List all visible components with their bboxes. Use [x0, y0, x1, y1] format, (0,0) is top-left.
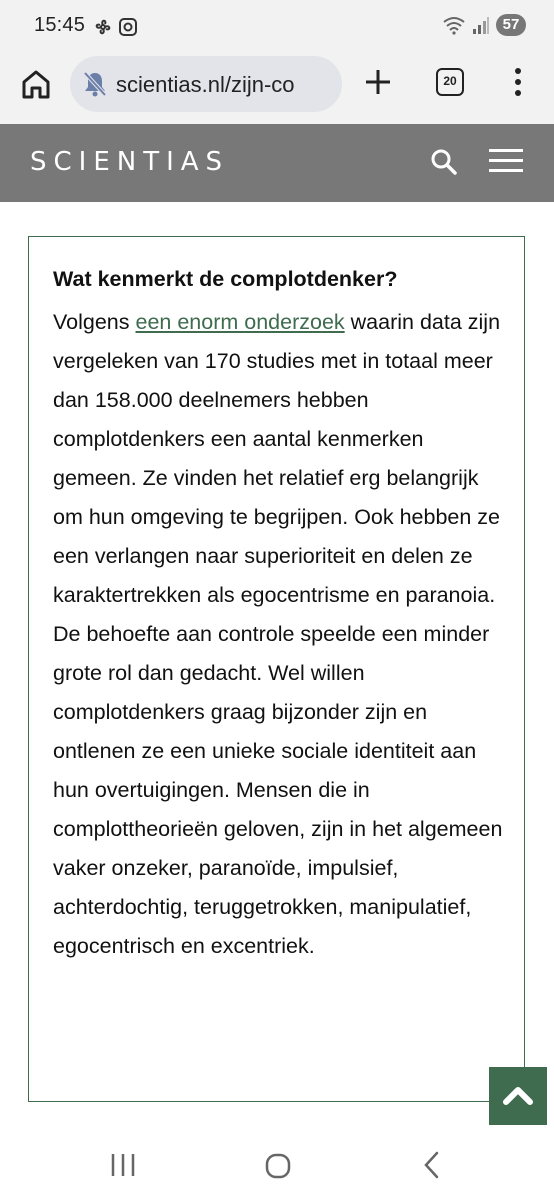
article-intro: Volgens: [53, 310, 130, 334]
site-header: [0, 124, 554, 202]
article-callout-box: [28, 236, 525, 1102]
site-logo[interactable]: SCIENTIAS: [30, 147, 230, 177]
url-bar[interactable]: [70, 56, 342, 112]
system-home-button[interactable]: [264, 1152, 292, 1180]
wifi-icon: [442, 15, 466, 35]
back-chevron-icon: [420, 1150, 444, 1180]
pinwheel-icon: [94, 17, 138, 37]
more-vert-icon: [508, 66, 528, 98]
research-link[interactable]: een enorm onderzoek: [135, 310, 345, 334]
browser-menu-button[interactable]: [508, 66, 528, 98]
plus-icon: [362, 66, 394, 98]
chevron-up-icon: [489, 1067, 547, 1125]
recent-apps-icon: [108, 1152, 138, 1178]
battery-icon: 57: [496, 14, 526, 36]
home-button[interactable]: [18, 66, 54, 102]
search-icon: [428, 146, 460, 178]
new-tab-button[interactable]: [362, 66, 394, 98]
hamburger-icon: [488, 146, 524, 176]
back-to-top-button[interactable]: [489, 1067, 547, 1125]
system-back-button[interactable]: [420, 1150, 444, 1180]
notification-icons: [94, 17, 138, 42]
signal-icon: [472, 15, 490, 35]
instagram-icon: [120, 19, 136, 35]
site-menu-button[interactable]: [488, 146, 524, 176]
recent-apps-button[interactable]: [108, 1152, 138, 1178]
home-circle-icon: [264, 1152, 292, 1180]
browser-toolbar: [0, 52, 554, 124]
article-text: waarin data zijn vergeleken van 170 studies met in totaal meer dan 158.000 deelnemers hebben complotdenkers een aantal kenmerken gemeen. Ze vinden het relatief erg belangrijk om hun omgeving te begrijpen. Ook hebben ze een verlangen naar superioriteit en delen ze karaktertrekken als egocentrisme en paranoia. De behoefte aan controle speelde een minder grote rol dan gedacht. Wel willen complotdenkers graag bijzonder zijn en ontlenen ze een unieke sociale identiteit aan hun overtuigingen. Mensen die in complottheorieën geloven, zijn in het algemeen vaker onzeker, paranoïde, impulsief, achterdochtig, teruggetrokken, manipulatief, egocentrisch en excentriek.: [53, 310, 503, 958]
tabs-button[interactable]: 20: [436, 68, 464, 96]
status-bar: [0, 0, 554, 52]
status-right: [442, 14, 526, 36]
system-nav-bar: [0, 1130, 554, 1200]
article-heading: Wat kenmerkt de complotdenker?: [53, 267, 398, 291]
url-text: scientias.nl/zijn-co: [116, 72, 295, 97]
status-time: 15:45: [34, 14, 86, 36]
home-icon: [18, 66, 54, 102]
site-search-button[interactable]: [428, 146, 460, 178]
muted-bell-icon[interactable]: [82, 70, 108, 103]
article-body: [53, 303, 513, 966]
